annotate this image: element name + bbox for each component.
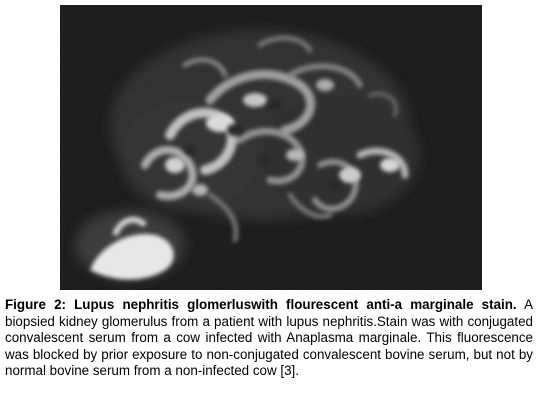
figure-caption-body: A biopsied kidney glomerulus from a patient with lupus nephritis.Stain was with conjugated convalescent serum from a cow infected with Anaplasma marginale. This fluorescence was blocked by prior exposure to non-conjugated convalescent bovine serum, but not by normal bovine serum from a non-infected cow [3]. (5, 297, 534, 379)
fluorescence-micrograph-image (60, 5, 482, 290)
figure-caption (5, 297, 533, 380)
figure-caption-title: Figure 2: Lupus nephritis glomerluswith flourescent anti-a marginale stain. (5, 297, 517, 312)
